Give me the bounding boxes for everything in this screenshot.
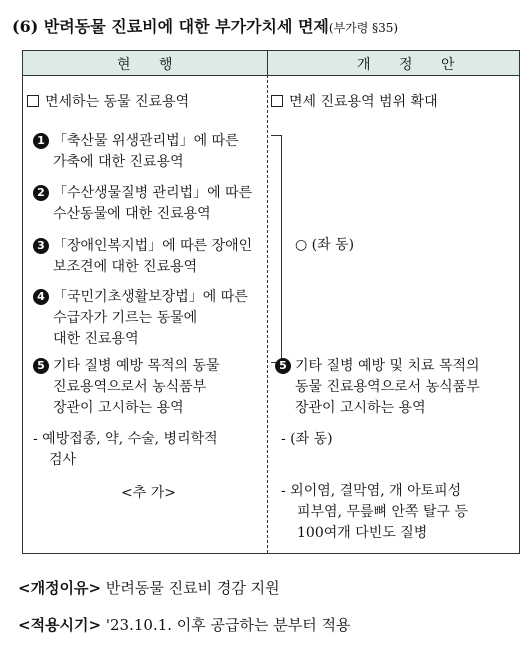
right-heading: 면세 진료용역 범위 확대 <box>271 92 438 113</box>
section-title-main: (6) 반려동물 진료비에 대한 부가가치세 면제 <box>12 17 329 36</box>
left-item-5: 5 기타 질병 예방 목적의 동물 진료용역으로서 농식품부 장관이 고시하는 용역 <box>33 356 220 419</box>
right-same-2: - (좌 동) <box>281 431 333 447</box>
section-title <box>12 14 398 37</box>
left-item-1: 1 「축산물 위생관리법」에 따른 가축에 대한 진료용역 <box>33 131 239 173</box>
grouping-bracket <box>271 135 282 363</box>
comparison-table <box>22 50 520 554</box>
effective-date <box>18 614 351 635</box>
left-heading: 면세하는 동물 진료용역 <box>27 92 189 113</box>
numbered-circle-icon: 3 <box>33 238 49 254</box>
left-addition: <추 가> <box>121 485 176 501</box>
revision-reason-label: <개정이유> <box>18 579 102 597</box>
header-current: 현 행 <box>117 57 185 73</box>
right-same-1: ○ (좌 동) <box>295 237 355 253</box>
effective-date-text: '23.10.1. 이후 공급하는 분부터 적용 <box>105 616 351 634</box>
section-title-ref: (부가령 §35) <box>328 21 399 35</box>
right-sub-item: - 외이염, 결막염, 개 아토피성 피부염, 무릎뼈 안쪽 탈구 등 100여개 다빈도 질병 <box>281 483 469 541</box>
checkbox-square-icon <box>27 95 39 107</box>
header-divider <box>267 51 268 75</box>
table-header <box>23 51 519 76</box>
left-item-2: 2 「수산생물질병 관리법」에 따른 수산동물에 대한 진료용역 <box>33 183 252 225</box>
left-sub-item: - 예방접종, 약, 수술, 병리학적 검사 <box>33 431 218 468</box>
numbered-circle-icon: 2 <box>33 185 49 201</box>
numbered-circle-icon: 5 <box>275 358 291 374</box>
right-item-5: 5 기타 질병 예방 및 치료 목적의 동물 진료용역으로서 농식품부 장관이 고시하는 용역 <box>275 356 480 419</box>
revision-reason <box>18 577 280 598</box>
left-item-3: 3 「장애인복지법」에 따른 장애인 보조견에 대한 진료용역 <box>33 236 252 278</box>
numbered-circle-icon: 4 <box>33 289 49 305</box>
column-divider <box>267 75 268 553</box>
header-revised: 개 정 안 <box>357 57 467 73</box>
effective-date-label: <적용시기> <box>18 616 102 634</box>
numbered-circle-icon: 1 <box>33 133 49 149</box>
left-item-4: 4 「국민기초생활보장법」에 따른 수급자가 기르는 동물에 대한 진료용역 <box>33 287 248 350</box>
numbered-circle-icon: 5 <box>33 358 49 374</box>
checkbox-square-icon <box>271 95 283 107</box>
revision-reason-text: 반려동물 진료비 경감 지원 <box>105 579 280 597</box>
